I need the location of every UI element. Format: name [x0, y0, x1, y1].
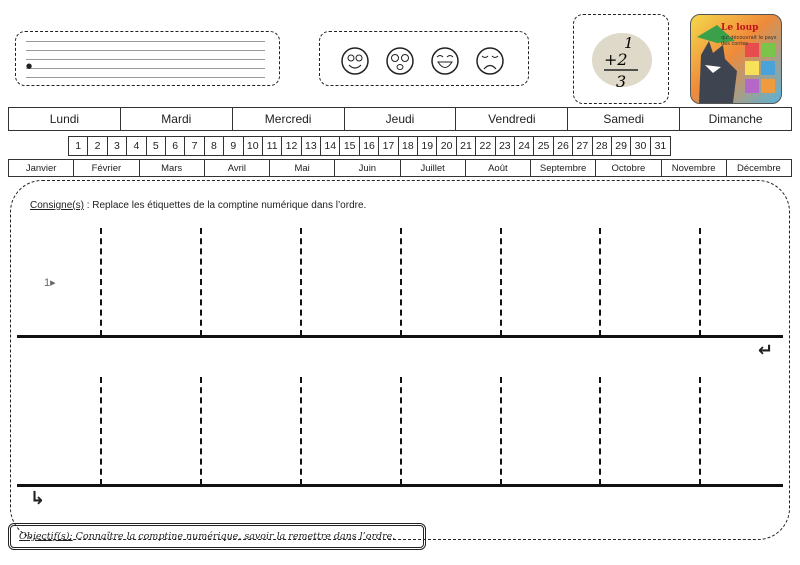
date-cell[interactable]: 31	[654, 140, 667, 152]
name-line	[26, 68, 265, 69]
date-cell[interactable]: 15	[340, 137, 359, 155]
book-cover	[690, 14, 782, 104]
name-line	[26, 77, 265, 78]
date-cell[interactable]: 30	[631, 137, 650, 155]
date-cell[interactable]: 8	[205, 137, 224, 155]
date-cell[interactable]: 18	[399, 137, 418, 155]
slot-divider	[400, 228, 402, 336]
day-dimanche[interactable]: Dimanche	[708, 112, 763, 126]
month-janvier[interactable]: Janvier	[9, 160, 74, 176]
date-cell[interactable]: 6	[166, 137, 185, 155]
month-mars[interactable]: Mars	[140, 160, 205, 176]
laughing-face-icon[interactable]	[430, 46, 460, 76]
date-cell[interactable]: 5	[147, 137, 166, 155]
date-cell[interactable]: 12	[282, 137, 301, 155]
instruction-text: : Replace les étiquettes de la comptine numérique dans l’ordre.	[83, 200, 367, 211]
row-number-label: 1▸	[44, 277, 56, 289]
instruction	[30, 200, 366, 211]
surprised-face-icon[interactable]	[385, 46, 415, 76]
day-lundi[interactable]: Lundi	[9, 108, 121, 130]
month-avril[interactable]: Avril	[205, 160, 270, 176]
slot-divider	[500, 377, 502, 485]
date-cell[interactable]: 7	[185, 137, 204, 155]
objective-label: Objectif(s):	[19, 531, 73, 542]
month-aout[interactable]: Août	[466, 160, 531, 176]
return-arrow-icon: ↵	[758, 340, 774, 361]
date-cell[interactable]: 24	[515, 137, 534, 155]
slot-divider	[699, 377, 701, 485]
date-cell[interactable]: 25	[534, 137, 553, 155]
day-mardi[interactable]: Mardi	[121, 108, 233, 130]
name-line	[26, 59, 265, 60]
math-result: 3	[616, 72, 627, 91]
date-cell[interactable]: 2	[88, 137, 107, 155]
month-juillet[interactable]: Juillet	[401, 160, 466, 176]
addition-illustration-box	[573, 14, 669, 104]
month-decembre[interactable]: Décembre	[736, 162, 781, 174]
month-mai[interactable]: Mai	[270, 160, 335, 176]
objective-box	[8, 523, 426, 550]
month-fevrier[interactable]: Février	[74, 160, 139, 176]
date-cell[interactable]: 20	[437, 137, 456, 155]
slot-divider	[100, 377, 102, 485]
row-1-baseline	[17, 335, 783, 338]
bullet-icon: ●	[26, 62, 33, 70]
date-cell[interactable]: 3	[108, 137, 127, 155]
date-cell[interactable]: 13	[302, 137, 321, 155]
slot-divider	[699, 228, 701, 336]
addition-illustration	[574, 15, 670, 105]
date-cell[interactable]: 14	[321, 137, 340, 155]
date-cell[interactable]: 11	[263, 137, 282, 155]
date-cell[interactable]: 19	[418, 137, 437, 155]
date-cell[interactable]: 10	[244, 137, 263, 155]
days-of-week-row	[8, 107, 792, 131]
slot-divider	[200, 377, 202, 485]
date-cell[interactable]: 27	[573, 137, 592, 155]
name-box[interactable]	[15, 31, 280, 86]
month-septembre[interactable]: Septembre	[531, 160, 596, 176]
date-cell[interactable]: 29	[612, 137, 631, 155]
day-jeudi[interactable]: Jeudi	[345, 108, 457, 130]
slot-divider	[300, 377, 302, 485]
objective-text: Connaître la comptine numérique, savoir la remettre dans l’ordre.	[72, 531, 396, 542]
slot-divider	[599, 377, 601, 485]
slot-divider	[500, 228, 502, 336]
sad-face-icon[interactable]	[475, 46, 505, 76]
mood-box	[319, 31, 529, 86]
date-cell[interactable]: 26	[554, 137, 573, 155]
smiley-face-icon[interactable]	[340, 46, 370, 76]
slot-divider	[599, 228, 601, 336]
date-cell[interactable]: 22	[476, 137, 495, 155]
date-cell[interactable]: 9	[224, 137, 243, 155]
month-novembre[interactable]: Novembre	[662, 160, 727, 176]
month-octobre[interactable]: Octobre	[596, 160, 661, 176]
dates-row	[68, 136, 671, 156]
slot-divider	[100, 228, 102, 336]
date-cell[interactable]: 4	[127, 137, 146, 155]
date-cell[interactable]: 16	[360, 137, 379, 155]
date-cell[interactable]: 1	[69, 137, 88, 155]
date-cell[interactable]: 23	[496, 137, 515, 155]
instruction-label: Consigne(s)	[30, 200, 84, 211]
month-juin[interactable]: Juin	[335, 160, 400, 176]
slot-divider	[400, 377, 402, 485]
months-row	[8, 159, 792, 177]
date-cell[interactable]: 17	[379, 137, 398, 155]
day-vendredi[interactable]: Vendredi	[456, 108, 568, 130]
book-title: Le loup	[721, 23, 759, 33]
row-2-baseline	[17, 484, 783, 487]
name-line	[26, 50, 265, 51]
date-cell[interactable]: 21	[457, 137, 476, 155]
date-cell[interactable]: 28	[593, 137, 612, 155]
math-top: 1	[624, 34, 634, 52]
day-mercredi[interactable]: Mercredi	[233, 108, 345, 130]
slot-divider	[200, 228, 202, 336]
book-subtitle: qui découvrait le pays des contes	[721, 35, 777, 47]
day-samedi[interactable]: Samedi	[568, 108, 680, 130]
slot-divider	[300, 228, 302, 336]
name-line	[26, 41, 265, 42]
math-operation: +2	[604, 50, 628, 69]
down-right-arrow-icon: ↳	[30, 488, 46, 509]
